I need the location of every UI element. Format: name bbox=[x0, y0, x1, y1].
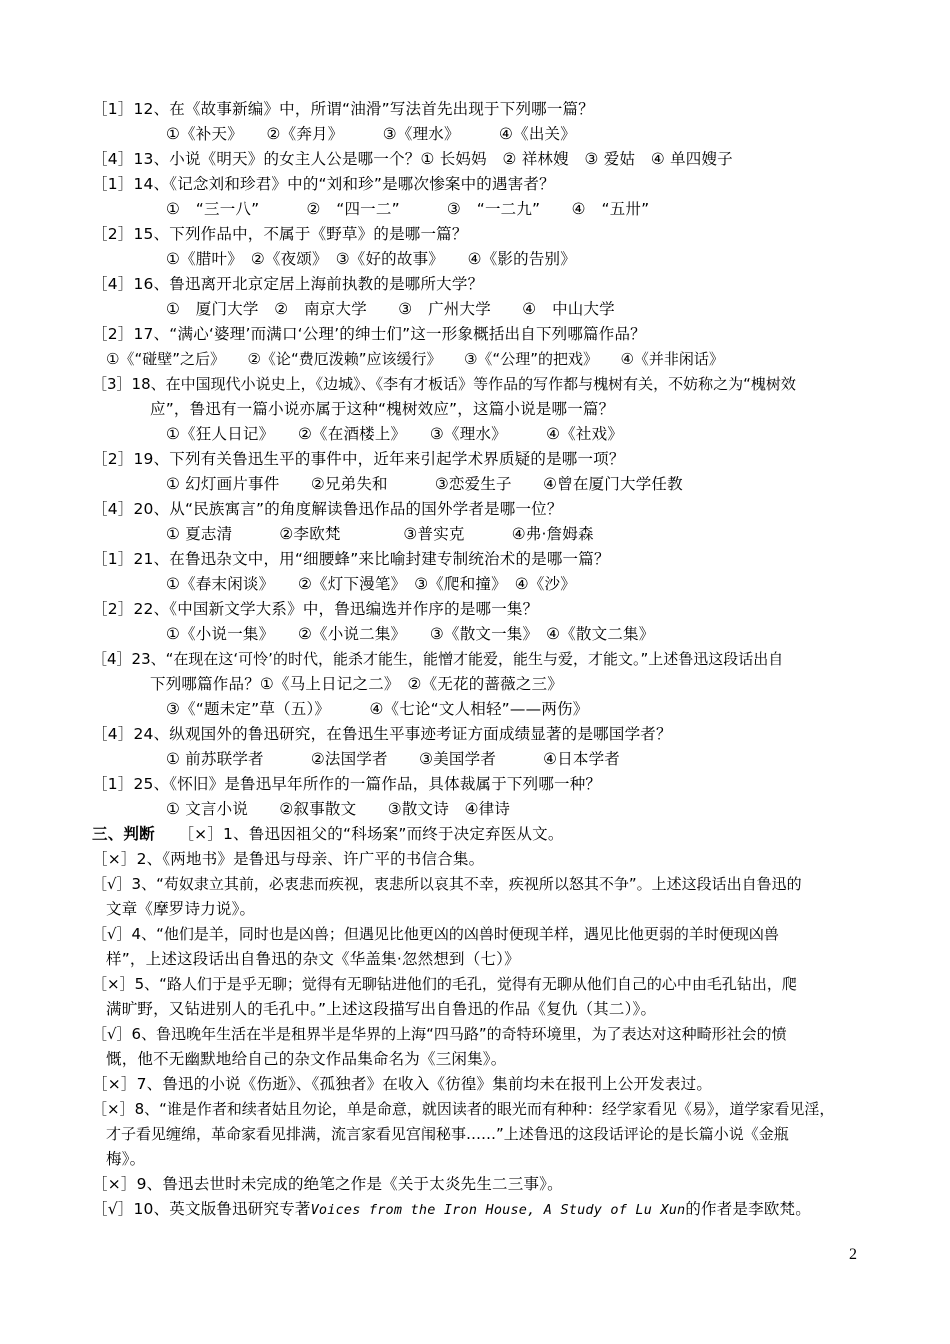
question-22-options: ①《小说一集》 ②《小说二集》 ③《散文一集》 ④《散文二集》 bbox=[166, 625, 655, 643]
judgment-10 bbox=[92, 1199, 811, 1220]
judgment-3-continued: 文章《摩罗诗力说》。 bbox=[106, 900, 256, 918]
judgment-5-continued: 满旷野，又钻进别人的毛孔中。”上述这段描写出自鲁迅的作品《复仇（其二）》。 bbox=[106, 1000, 657, 1018]
question-14: ［1］14、《记念刘和珍君》中的“刘和珍”是哪次惨案中的遇害者？ bbox=[92, 175, 555, 193]
judgment-1: ［×］1、鲁迅因祖父的“科场案”而终于决定弃医从文。 bbox=[154, 825, 564, 843]
question-23: ［4］23、“在现在这‘可怜’的时代，能杀才能生，能憎才能爱，能生与爱，才能文。”上述鲁迅这段话出自 bbox=[92, 650, 784, 668]
judgment-5: ［×］5、“路人们于是乎无聊；觉得有无聊钻进他们的毛孔，觉得有无聊从他们自己的心中由毛孔钻出，爬 bbox=[92, 975, 797, 993]
question-24-options: ① 前苏联学者 ②法国学者 ③美国学者 ④日本学者 bbox=[166, 750, 621, 768]
judgment-6: ［√］6、鲁迅晚年生活在半是租界半是华界的上海“四马路”的奇特环境里，为了表达对这种畸形社会的愤 bbox=[92, 1025, 787, 1043]
question-13: ［4］13、小说《明天》的女主人公是哪一个？① 长妈妈 ② 祥林嫂 ③ 爱姑 ④ 单四嫂子 bbox=[92, 150, 733, 168]
judgment-8-continued: 才子看见缠绵，革命家看见排满，流言家看见宫闱秘事……”上述鲁迅的这段话评论的是长篇小说《金瓶 bbox=[106, 1125, 789, 1143]
question-25-options: ① 文言小说 ②叙事散文 ③散文诗 ④律诗 bbox=[166, 800, 511, 818]
question-17-options: ①《“碰壁”之后》 ②《论“费厄泼赖”应该缓行》 ③《“公理”的把戏》 ④《并非闲话》 bbox=[106, 350, 724, 368]
question-16-options: ① 厦门大学 ② 南京大学 ③ 广州大学 ④ 中山大学 bbox=[166, 300, 615, 318]
question-17: ［2］17、“满心‘婆理’而满口‘公理’的绅士们”这一形象概括出自下列哪篇作品？ bbox=[92, 325, 646, 343]
judgment-2: ［×］2、《两地书》是鲁迅与母亲、许广平的书信合集。 bbox=[92, 850, 485, 868]
judgment-6-continued: 慨，他不无幽默地给自己的杂文作品集命名为《三闲集》。 bbox=[106, 1050, 507, 1068]
judgment-9: ［×］9、鲁迅去世时未完成的绝笔之作是《关于太炎先生二三事》。 bbox=[92, 1175, 563, 1193]
question-20-options: ① 夏志清 ②李欧梵 ③普实克 ④弗·詹姆森 bbox=[166, 525, 594, 543]
judgment-10-book-title: Voices from the Iron House, A Study of Lu Xun bbox=[310, 1202, 686, 1218]
page-number: 2 bbox=[849, 1246, 857, 1263]
section-judgment-heading bbox=[92, 824, 564, 844]
judgment-8-end: 梅》。 bbox=[106, 1150, 146, 1168]
question-18-options: ①《狂人日记》 ②《在酒楼上》 ③《理水》 ④《社戏》 bbox=[166, 425, 624, 443]
section-label: 三、判断 bbox=[92, 825, 155, 843]
judgment-10-text: ［√］10、英文版鲁迅研究专著 bbox=[92, 1200, 311, 1218]
question-21-options: ①《春末闲谈》 ②《灯下漫笔》 ③《爬和撞》 ④《沙》 bbox=[166, 575, 576, 593]
judgment-3: ［√］3、“苟奴隶立其前，必衷悲而疾视，衷悲所以哀其不幸，疾视所以怒其不争”。上述这段话出自鲁迅的 bbox=[92, 875, 802, 893]
question-19: ［2］19、下列有关鲁迅生平的事件中，近年来引起学术界质疑的是哪一项？ bbox=[92, 450, 625, 468]
question-12: ［1］12、在《故事新编》中，所谓“油滑”写法首先出现于下列哪一篇？ bbox=[92, 100, 594, 118]
question-21: ［1］21、在鲁迅杂文中，用“细腰蜂”来比喻封建专制统治术的是哪一篇？ bbox=[92, 550, 610, 568]
question-23-continued: 下列哪篇作品？①《马上日记之二》 ②《无花的蔷薇之三》 bbox=[150, 675, 563, 693]
judgment-7: ［×］7、鲁迅的小说《伤逝》、《孤独者》在收入《彷徨》集前均未在报刊上公开发表过。 bbox=[92, 1075, 713, 1093]
question-16: ［4］16、鲁迅离开北京定居上海前执教的是哪所大学？ bbox=[92, 275, 484, 293]
question-25: ［1］25、《怀旧》是鲁迅早年所作的一篇作品，具体裁属于下列哪一种？ bbox=[92, 775, 602, 793]
question-15-options: ①《腊叶》 ②《夜颂》 ③《好的故事》 ④《影的告别》 bbox=[166, 250, 576, 268]
judgment-4: ［√］4、“他们是羊，同时也是凶兽；但遇见比他更凶的凶兽时便现羊样，遇见比他更弱的羊时便现凶兽 bbox=[92, 925, 779, 943]
judgment-4-continued: 样”，上述这段话出自鲁迅的杂文《华盖集·忽然想到（七）》 bbox=[106, 950, 520, 968]
question-12-options: ①《补天》 ②《奔月》 ③《理水》 ④《出关》 bbox=[166, 125, 576, 143]
question-23-options: ③《“题未定”草（五）》 ④《七论“文人相轻”——两伤》 bbox=[166, 700, 589, 718]
question-24: ［4］24、纵观国外的鲁迅研究，在鲁迅生平事迹考证方面成绩显著的是哪国学者？ bbox=[92, 725, 672, 743]
judgment-10-answer: 的作者是李欧梵。 bbox=[685, 1200, 811, 1218]
question-15: ［2］15、下列作品中，不属于《野草》的是哪一篇？ bbox=[92, 225, 468, 243]
question-22: ［2］22、《中国新文学大系》中，鲁迅编选并作序的是哪一集？ bbox=[92, 600, 539, 618]
question-18: ［3］18、在中国现代小说史上，《边城》、《李有才板话》等作品的写作都与槐树有关，不妨称之为“槐树效 bbox=[92, 375, 796, 393]
question-18-continued: 应”，鲁迅有一篇小说亦属于这种“槐树效应”，这篇小说是哪一篇？ bbox=[150, 400, 615, 418]
judgment-8: ［×］8、“谁是作者和续者姑且勿论，单是命意，就因读者的眼光而有种种：经学家看见《易》，道学家看见淫， bbox=[92, 1100, 835, 1118]
question-14-options: ① “三一八” ② “四一二” ③ “一二九” ④ “五卅” bbox=[166, 200, 650, 218]
question-19-options: ① 幻灯画片事件 ②兄弟失和 ③恋爱生子 ④曾在厦门大学任教 bbox=[166, 475, 683, 493]
question-20: ［4］20、从“民族寓言”的角度解读鲁迅作品的国外学者是哪一位？ bbox=[92, 500, 563, 518]
